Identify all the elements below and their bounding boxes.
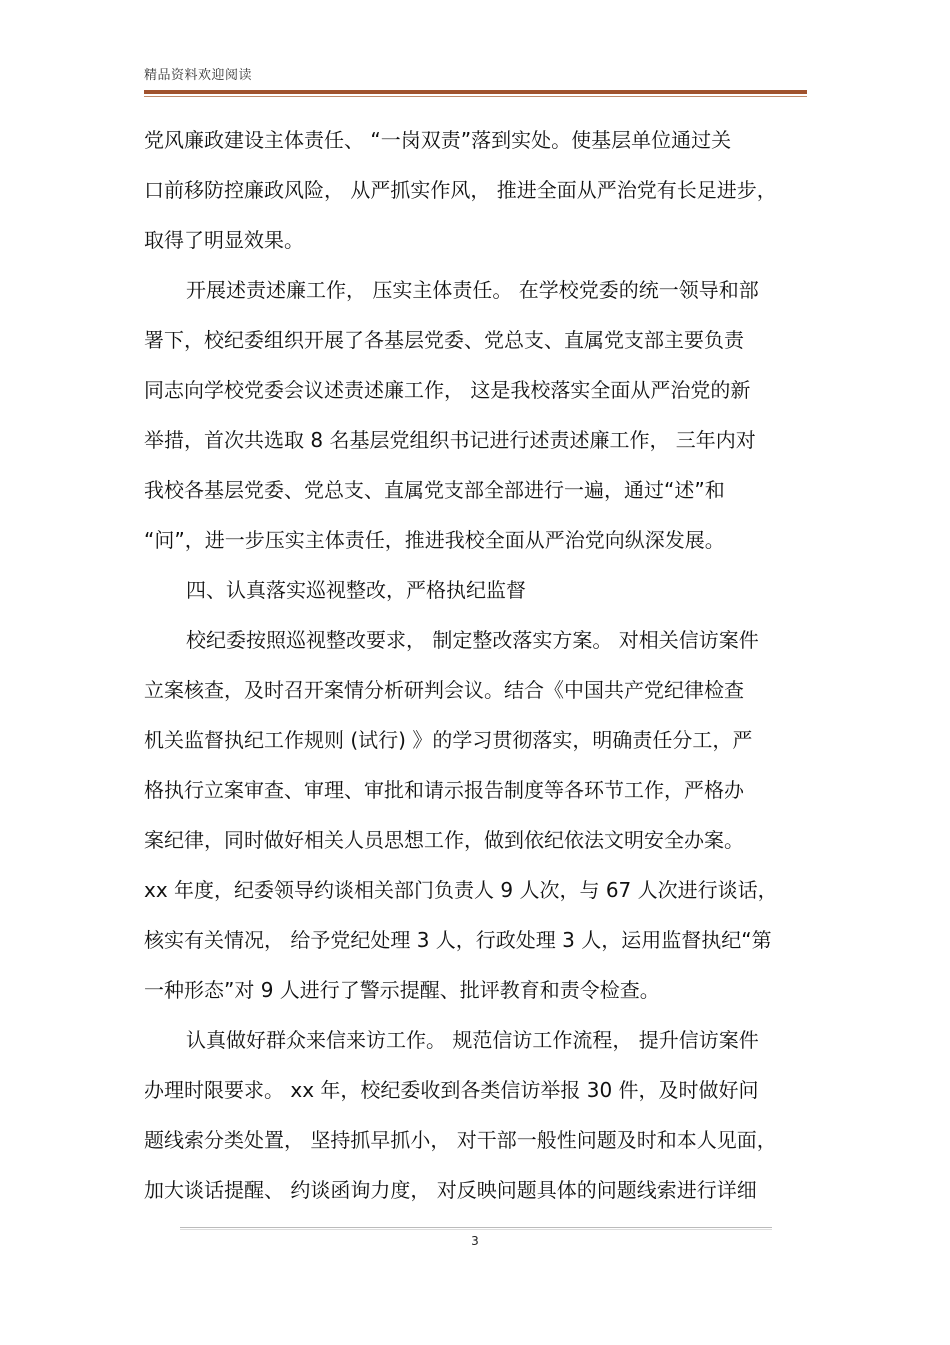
text-line: 举措，首次共选取 8 名基层党组织书记进行述责述廉工作， 三年内对 xyxy=(144,428,756,452)
text-line: 开展述责述廉工作， 压实主体责任。 在学校党委的统一领导和部 xyxy=(186,278,759,302)
footer-divider xyxy=(180,1227,772,1228)
text-line: 格执行立案审查、审理、审批和请示报告制度等各环节工作，严格办 xyxy=(144,778,744,802)
text-line: 立案核查，及时召开案情分析研判会议。结合《中国共产党纪律检查 xyxy=(144,678,744,702)
header-divider-thin xyxy=(144,96,807,97)
header-divider xyxy=(144,90,807,94)
text-line: “问”，进一步压实主体责任，推进我校全面从严治党向纵深发展。 xyxy=(144,528,725,552)
text-line: 加大谈话提醒、 约谈函询力度， 对反映问题具体的问题线索进行详细 xyxy=(144,1178,757,1202)
text-line: 口前移防控廉政风险， 从严抓实作风， 推进全面从严治党有长足进步， xyxy=(144,178,777,202)
text-line: 案纪律，同时做好相关人员思想工作，做到依纪依法文明安全办案。 xyxy=(144,828,744,852)
page-number: 3 xyxy=(471,1234,479,1248)
text-line: 署下，校纪委组织开展了各基层党委、党总支、直属党支部主要负责 xyxy=(144,328,744,352)
page-header-text: 精品资料欢迎阅读 xyxy=(144,68,253,83)
text-line: xx 年度，纪委领导约谈相关部门负责人 9 人次，与 67 人次进行谈话， xyxy=(144,878,778,902)
text-line: 我校各基层党委、党总支、直属党支部全部进行一遍，通过“述”和 xyxy=(144,478,725,502)
text-line: 机关监督执纪工作规则 (试行) 》的学习贯彻落实，明确责任分工，严 xyxy=(144,728,753,752)
text-line: 四、认真落实巡视整改，严格执纪监督 xyxy=(186,578,526,602)
text-line: 党风廉政建设主体责任、 “一岗双责”落到实处。使基层单位通过关 xyxy=(144,128,732,152)
text-line: 校纪委按照巡视整改要求， 制定整改落实方案。 对相关信访案件 xyxy=(186,628,759,652)
text-line: 核实有关情况， 给予党纪处理 3 人，行政处理 3 人，运用监督执纪“第 xyxy=(144,928,772,952)
text-line: 同志向学校党委会议述责述廉工作， 这是我校落实全面从严治党的新 xyxy=(144,378,751,402)
footer-divider-shadow xyxy=(180,1229,772,1230)
text-line: 认真做好群众来信来访工作。 规范信访工作流程， 提升信访案件 xyxy=(186,1028,759,1052)
text-line: 办理时限要求。 xx 年，校纪委收到各类信访举报 30 件，及时做好问 xyxy=(144,1078,759,1102)
text-line: 题线索分类处置， 坚持抓早抓小， 对干部一般性问题及时和本人见面， xyxy=(144,1128,777,1152)
text-line: 一种形态”对 9 人进行了警示提醒、批评教育和责令检查。 xyxy=(144,978,660,1002)
document-body xyxy=(144,120,807,1220)
text-line: 取得了明显效果。 xyxy=(144,228,304,252)
